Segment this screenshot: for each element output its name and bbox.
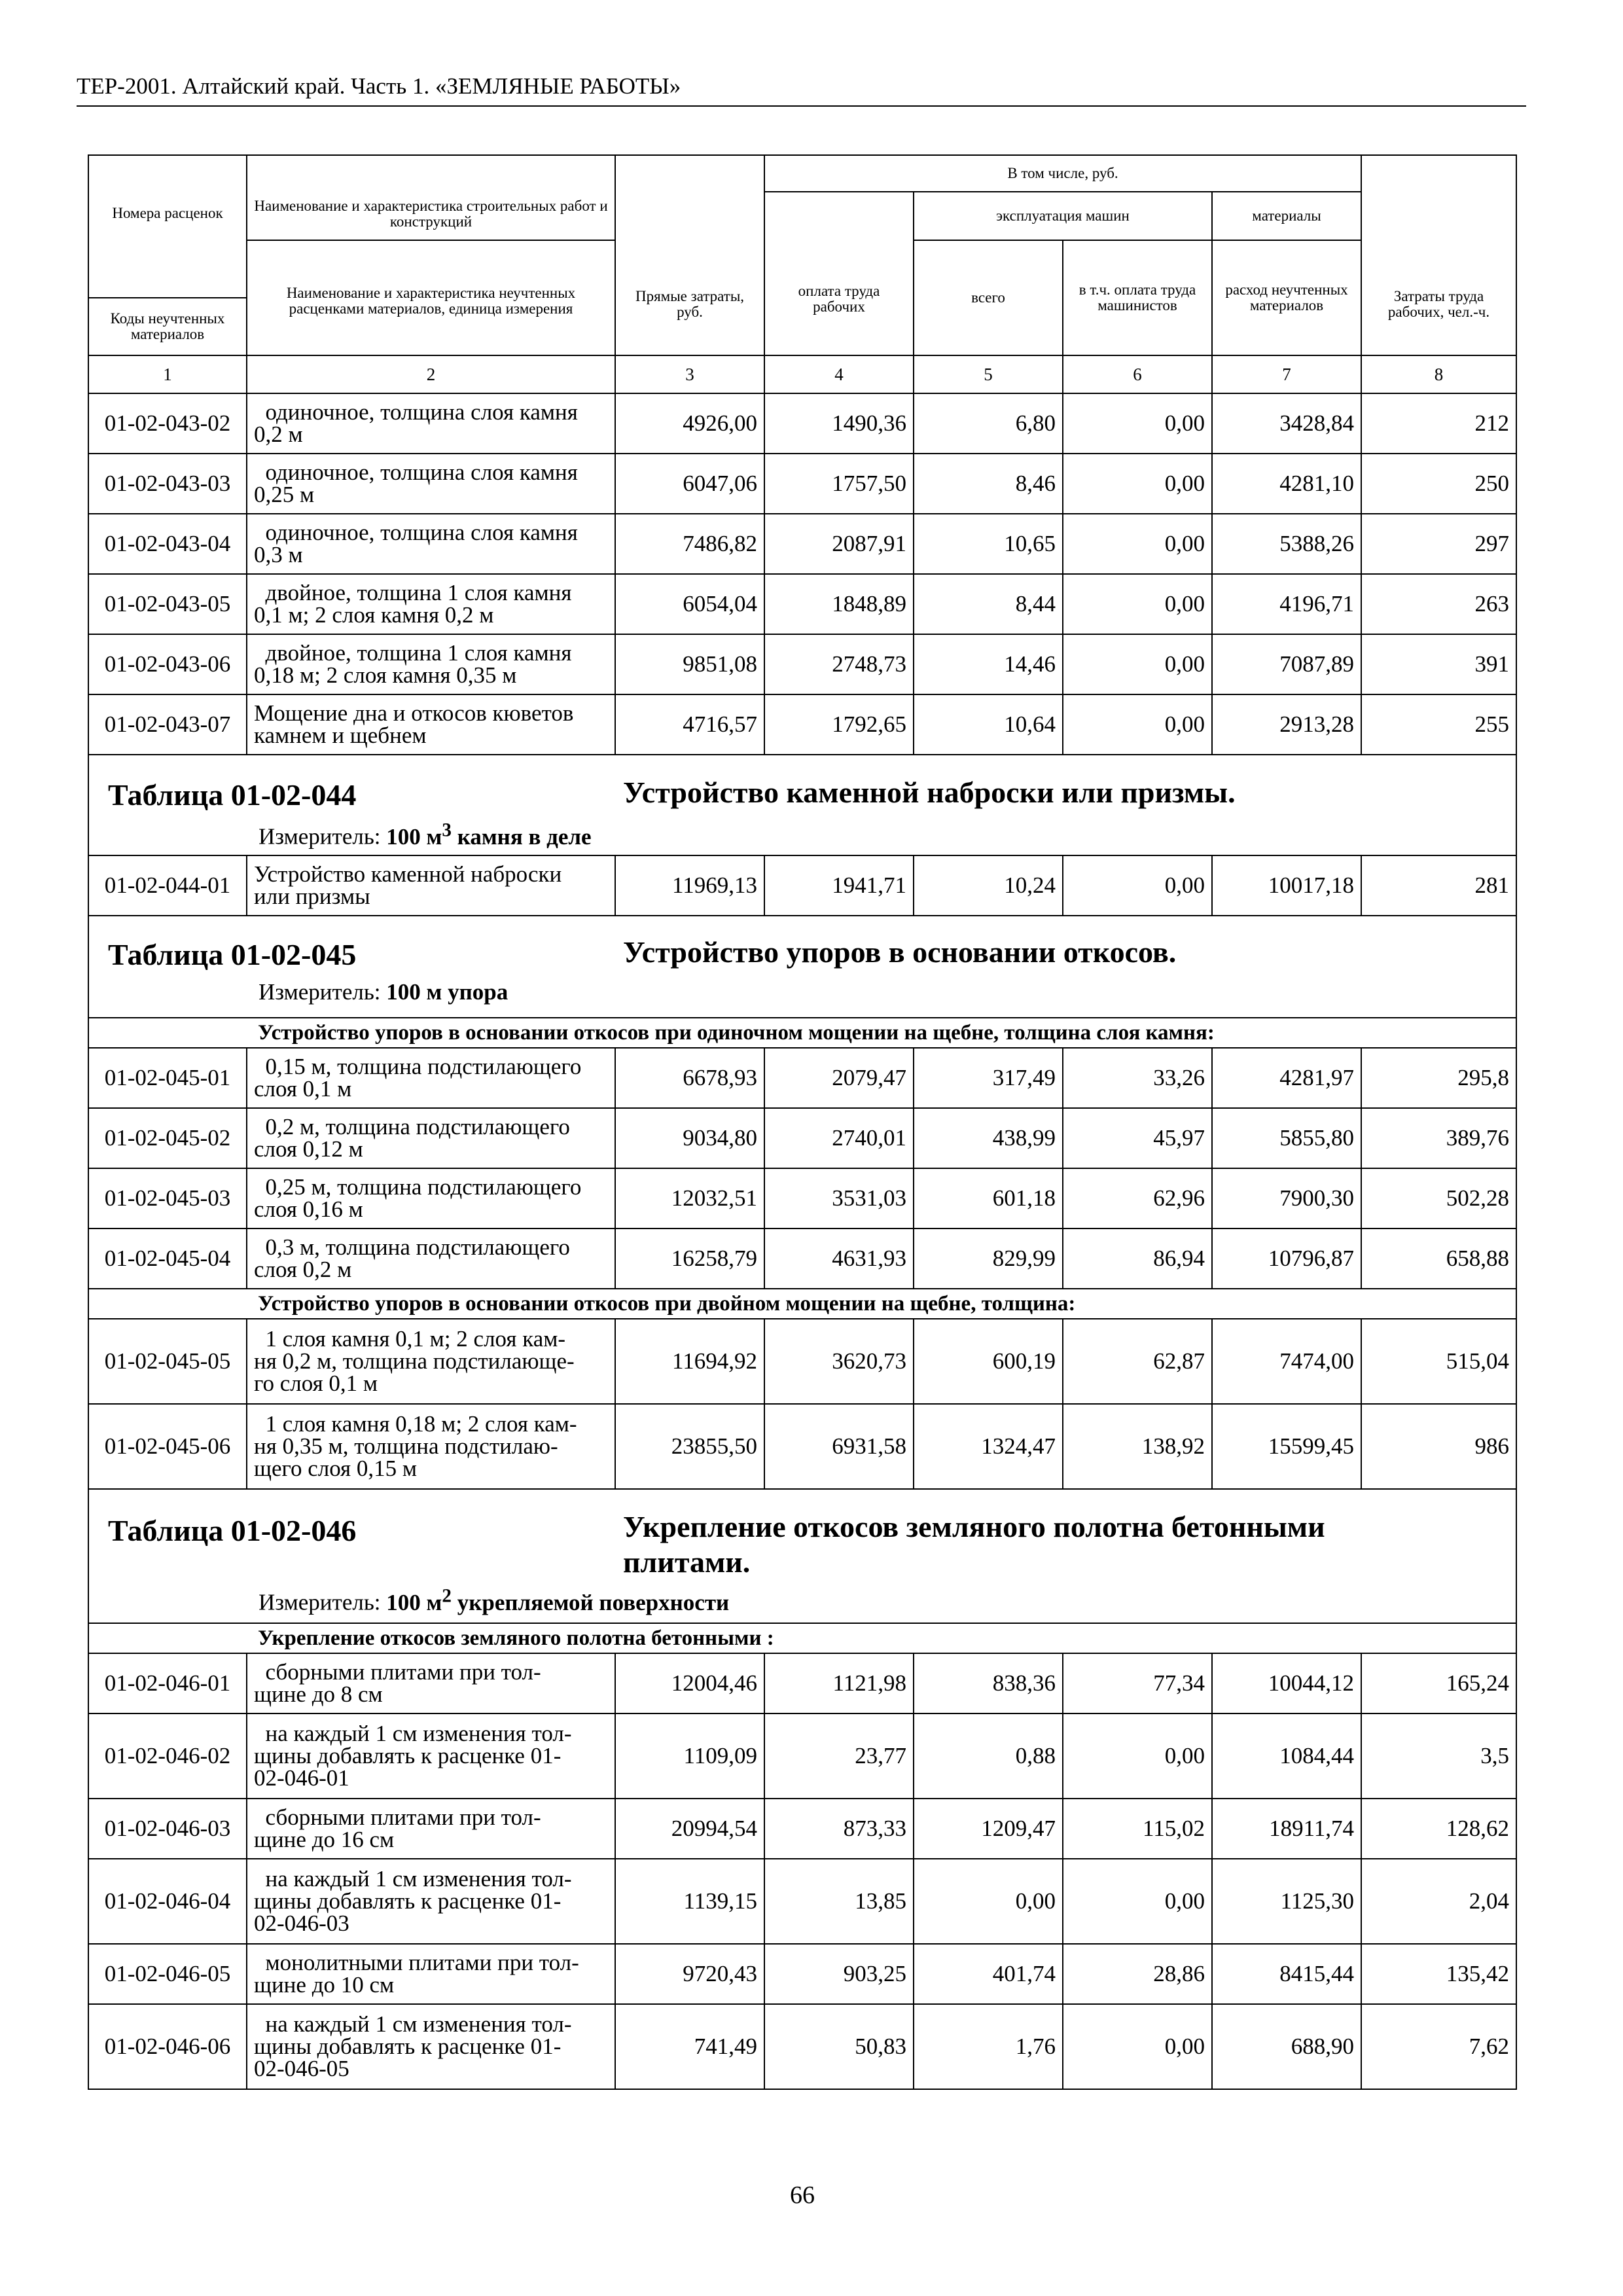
machines-total-value: 438,99 [914, 1108, 1063, 1168]
table-row [88, 694, 1516, 755]
table-row [88, 855, 1516, 916]
direct-costs-value: 7486,82 [615, 514, 764, 574]
labor-hours-value: 3,5 [1361, 1713, 1516, 1799]
labor-hours-value: 135,42 [1361, 1944, 1516, 2004]
work-description-line: ня 0,35 м, толщина подстилаю- [254, 1433, 558, 1459]
work-description [247, 1319, 615, 1404]
table-title: Укрепление откосов земляного полотна бетонными плитами. [623, 1510, 1325, 1579]
operators-pay-value: 0,00 [1063, 634, 1212, 694]
direct-costs-value: 6678,93 [615, 1048, 764, 1108]
labor-pay-value: 1792,65 [764, 694, 914, 755]
table-row [88, 1799, 1516, 1859]
operators-pay-value: 77,34 [1063, 1653, 1212, 1713]
work-description-line: двойное, толщина 1 слоя камня [254, 580, 572, 605]
work-description-line: 0,2 м, толщина подстилающего [254, 1114, 570, 1139]
work-description-line: 0,3 м, толщина подстилающего [254, 1234, 570, 1260]
rate-code: 01-02-045-06 [88, 1404, 247, 1489]
work-description-line: 02-046-05 [254, 2056, 349, 2081]
rate-code: 01-02-045-03 [88, 1168, 247, 1229]
rate-code: 01-02-043-06 [88, 634, 247, 694]
operators-pay-value: 62,96 [1063, 1168, 1212, 1229]
labor-pay-value: 2748,73 [764, 634, 914, 694]
table-row [88, 1108, 1516, 1168]
work-description-line: сборными плитами при тол- [254, 1804, 541, 1830]
materials-value: 10017,18 [1212, 855, 1361, 916]
direct-costs-value: 9720,43 [615, 1944, 764, 2004]
col-rate-numbers: Номера расценок [88, 155, 247, 298]
labor-pay-value: 903,25 [764, 1944, 914, 2004]
table-row [88, 1229, 1516, 1289]
work-description [247, 574, 615, 634]
labor-hours-value: 250 [1361, 454, 1516, 514]
materials-value: 10796,87 [1212, 1229, 1361, 1289]
work-description-line: на каждый 1 см изменения тол- [254, 1866, 572, 1892]
col-number: 4 [764, 355, 914, 393]
work-description-line: слоя 0,16 м [254, 1196, 363, 1222]
page-number: 66 [790, 2181, 815, 2209]
col-number: 8 [1361, 355, 1516, 393]
work-description-line: на каждый 1 см изменения тол- [254, 1721, 572, 1746]
machines-total-value: 14,46 [914, 634, 1063, 694]
work-description-line: одиночное, толщина слоя камня [254, 459, 578, 485]
rate-code: 01-02-044-01 [88, 855, 247, 916]
operators-pay-value: 86,94 [1063, 1229, 1212, 1289]
col-number: 5 [914, 355, 1063, 393]
col-labor-pay: оплата труда рабочих [764, 192, 914, 355]
materials-value: 2913,28 [1212, 694, 1361, 755]
col-number: 7 [1212, 355, 1361, 393]
work-description-line: сборными плитами при тол- [254, 1659, 541, 1685]
col-number: 2 [247, 355, 615, 393]
col-number: 6 [1063, 355, 1212, 393]
labor-pay-value: 1941,71 [764, 855, 914, 916]
labor-pay-value: 1757,50 [764, 454, 914, 514]
work-description-line: го слоя 0,1 м [254, 1371, 378, 1396]
work-description [247, 2004, 615, 2089]
direct-costs-value: 1109,09 [615, 1713, 764, 1799]
machines-total-value: 10,65 [914, 514, 1063, 574]
work-description [247, 855, 615, 916]
rate-code: 01-02-046-04 [88, 1859, 247, 1944]
table-row [88, 1319, 1516, 1404]
work-description-line: слоя 0,12 м [254, 1136, 363, 1162]
machines-total-value: 401,74 [914, 1944, 1063, 2004]
col-material-codes: Коды неучтенных материалов [88, 298, 247, 355]
work-description-line: 0,25 м, толщина подстилающего [254, 1174, 582, 1200]
table-title: Устройство упоров в основании откосов. [623, 935, 1177, 969]
labor-pay-value: 873,33 [764, 1799, 914, 1859]
operators-pay-value: 0,00 [1063, 1859, 1212, 1944]
machines-total-value: 10,24 [914, 855, 1063, 916]
operators-pay-value: 115,02 [1063, 1799, 1212, 1859]
labor-hours-value: 658,88 [1361, 1229, 1516, 1289]
labor-pay-value: 4631,93 [764, 1229, 914, 1289]
work-description-line: камнем и щебнем [254, 723, 427, 748]
work-description [247, 1859, 615, 1944]
rate-code: 01-02-045-02 [88, 1108, 247, 1168]
work-description-line: 0,2 м [254, 422, 303, 447]
machines-total-value: 317,49 [914, 1048, 1063, 1108]
direct-costs-value: 4926,00 [615, 393, 764, 454]
col-direct-costs: Прямые затраты, руб. [615, 155, 764, 355]
work-description-line: слоя 0,2 м [254, 1257, 352, 1282]
work-description-line: Устройство каменной наброски [254, 861, 562, 887]
machines-total-value: 601,18 [914, 1168, 1063, 1229]
work-description-line: щине до 8 см [254, 1681, 383, 1707]
table-label: Таблица 01-02-045 [108, 938, 357, 971]
direct-costs-value: 4716,57 [615, 694, 764, 755]
materials-value: 15599,45 [1212, 1404, 1361, 1489]
materials-value: 3428,84 [1212, 393, 1361, 454]
col-number: 1 [88, 355, 247, 393]
labor-hours-value: 255 [1361, 694, 1516, 755]
work-description-line: щины добавлять к расценке 01- [254, 1743, 562, 1768]
col-material-names: Наименование и характеристика неучтенных расценками материалов, единица измерения [247, 240, 615, 355]
work-description-line: 1 слоя камня 0,18 м; 2 слоя кам- [254, 1411, 577, 1437]
labor-pay-value: 3531,03 [764, 1168, 914, 1229]
machines-total-value: 6,80 [914, 393, 1063, 454]
materials-value: 1125,30 [1212, 1859, 1361, 1944]
measure: Измеритель: 100 м упора [259, 979, 508, 1005]
labor-hours-value: 128,62 [1361, 1799, 1516, 1859]
work-description [247, 1168, 615, 1229]
col-labor-hours: Затраты труда рабочих, чел.-ч. [1361, 155, 1516, 355]
rate-code: 01-02-043-05 [88, 574, 247, 634]
operators-pay-value: 0,00 [1063, 1713, 1212, 1799]
subsection-heading: Устройство упоров в основании откосов при двойном мощении на щебне, толщина: [88, 1289, 1516, 1319]
labor-pay-value: 23,77 [764, 1713, 914, 1799]
col-work-name: Наименование и характеристика строительных работ и конструкций [247, 155, 615, 240]
operators-pay-value: 0,00 [1063, 855, 1212, 916]
operators-pay-value: 0,00 [1063, 514, 1212, 574]
materials-value: 8415,44 [1212, 1944, 1361, 2004]
operators-pay-value: 33,26 [1063, 1048, 1212, 1108]
direct-costs-value: 23855,50 [615, 1404, 764, 1489]
rate-code: 01-02-045-05 [88, 1319, 247, 1404]
rate-code: 01-02-043-02 [88, 393, 247, 454]
labor-pay-value: 1121,98 [764, 1653, 914, 1713]
materials-value: 5855,80 [1212, 1108, 1361, 1168]
rate-code: 01-02-043-03 [88, 454, 247, 514]
col-including: В том числе, руб. [764, 155, 1361, 192]
table-section-045 [88, 916, 1516, 1018]
labor-pay-value: 6931,58 [764, 1404, 914, 1489]
work-description [247, 1799, 615, 1859]
work-description-line: слоя 0,1 м [254, 1076, 352, 1102]
work-description [247, 1713, 615, 1799]
direct-costs-value: 6047,06 [615, 454, 764, 514]
direct-costs-value: 16258,79 [615, 1229, 764, 1289]
table-row [88, 634, 1516, 694]
work-description [247, 454, 615, 514]
operators-pay-value: 138,92 [1063, 1404, 1212, 1489]
table-label: Таблица 01-02-046 [108, 1514, 357, 1547]
direct-costs-value: 9851,08 [615, 634, 764, 694]
operators-pay-value: 0,00 [1063, 393, 1212, 454]
work-description-line: одиночное, толщина слоя камня [254, 520, 578, 545]
machines-total-value: 600,19 [914, 1319, 1063, 1404]
labor-hours-value: 212 [1361, 393, 1516, 454]
rate-code: 01-02-045-04 [88, 1229, 247, 1289]
rate-code: 01-02-043-07 [88, 694, 247, 755]
labor-pay-value: 50,83 [764, 2004, 914, 2089]
table-row [88, 454, 1516, 514]
work-description [247, 1229, 615, 1289]
subsection-heading: Устройство упоров в основании откосов при одиночном мощении на щебне, толщина слоя камня: [88, 1018, 1516, 1048]
table-row [88, 514, 1516, 574]
rate-code: 01-02-046-05 [88, 1944, 247, 2004]
direct-costs-value: 6054,04 [615, 574, 764, 634]
materials-value: 10044,12 [1212, 1653, 1361, 1713]
table-section-044 [88, 755, 1516, 855]
measure: Измеритель: 100 $м^2$ укрепляемой поверхности [259, 1585, 730, 1615]
rate-code: 01-02-046-02 [88, 1713, 247, 1799]
col-unaccounted-materials: расход неучтенных материалов [1212, 240, 1361, 355]
labor-hours-value: 389,76 [1361, 1108, 1516, 1168]
rate-code: 01-02-043-04 [88, 514, 247, 574]
work-description-line: 1 слоя камня 0,1 м; 2 слоя кам- [254, 1326, 566, 1352]
labor-hours-value: 263 [1361, 574, 1516, 634]
work-description-line: монолитными плитами при тол- [254, 1950, 579, 1975]
labor-pay-value: 2087,91 [764, 514, 914, 574]
operators-pay-value: 0,00 [1063, 574, 1212, 634]
direct-costs-value: 11969,13 [615, 855, 764, 916]
table-section-046 [88, 1489, 1516, 1623]
labor-hours-value: 391 [1361, 634, 1516, 694]
materials-value: 7087,89 [1212, 634, 1361, 694]
work-description [247, 1404, 615, 1489]
labor-hours-value: 986 [1361, 1404, 1516, 1489]
materials-value: 7900,30 [1212, 1168, 1361, 1229]
header-rule [77, 105, 1526, 107]
machines-total-value: 1209,47 [914, 1799, 1063, 1859]
labor-pay-value: 2079,47 [764, 1048, 914, 1108]
machines-total-value: 10,64 [914, 694, 1063, 755]
price-table [88, 154, 1517, 2090]
table-title: Устройство каменной наброски или призмы. [623, 776, 1236, 809]
operators-pay-value: 0,00 [1063, 694, 1212, 755]
work-description-line: щего слоя 0,15 м [254, 1456, 418, 1481]
table-row [88, 1859, 1516, 1944]
machines-total-value: 1324,47 [914, 1404, 1063, 1489]
work-description-line: одиночное, толщина слоя камня [254, 399, 578, 425]
labor-pay-value: 1490,36 [764, 393, 914, 454]
direct-costs-value: 12004,46 [615, 1653, 764, 1713]
labor-pay-value: 3620,73 [764, 1319, 914, 1404]
machines-total-value: 8,44 [914, 574, 1063, 634]
col-total: всего [914, 240, 1063, 355]
direct-costs-value: 11694,92 [615, 1319, 764, 1404]
work-description-line: или призмы [254, 884, 370, 909]
rate-code: 01-02-046-03 [88, 1799, 247, 1859]
work-description [247, 514, 615, 574]
col-number: 3 [615, 355, 764, 393]
work-description-line: Мощение дна и откосов кюветов [254, 700, 574, 726]
col-machines: эксплуатация машин [914, 192, 1212, 240]
labor-hours-value: 165,24 [1361, 1653, 1516, 1713]
subsection-heading: Укрепление откосов земляного полотна бетонными : [88, 1623, 1516, 1653]
work-description [247, 393, 615, 454]
page-header: ТЕР-2001. Алтайский край. Часть 1. «ЗЕМЛЯНЫЕ РАБОТЫ» [77, 73, 681, 99]
labor-hours-value: 295,8 [1361, 1048, 1516, 1108]
materials-value: 4281,97 [1212, 1048, 1361, 1108]
materials-value: 4281,10 [1212, 454, 1361, 514]
work-description-line: 0,3 м [254, 542, 303, 567]
labor-pay-value: 2740,01 [764, 1108, 914, 1168]
operators-pay-value: 45,97 [1063, 1108, 1212, 1168]
work-description [247, 1944, 615, 2004]
work-description-line: щине до 16 см [254, 1827, 395, 1852]
labor-hours-value: 502,28 [1361, 1168, 1516, 1229]
rate-code: 01-02-046-06 [88, 2004, 247, 2089]
operators-pay-value: 0,00 [1063, 2004, 1212, 2089]
machines-total-value: 0,00 [914, 1859, 1063, 1944]
labor-hours-value: 515,04 [1361, 1319, 1516, 1404]
materials-value: 4196,71 [1212, 574, 1361, 634]
table-row [88, 393, 1516, 454]
table-row [88, 1168, 1516, 1229]
operators-pay-value: 28,86 [1063, 1944, 1212, 2004]
machines-total-value: 8,46 [914, 454, 1063, 514]
work-description [247, 634, 615, 694]
work-description-line: 0,25 м [254, 482, 315, 507]
work-description [247, 694, 615, 755]
table-row [88, 2004, 1516, 2089]
labor-hours-value: 297 [1361, 514, 1516, 574]
work-description-line: 0,18 м; 2 слоя камня 0,35 м [254, 662, 517, 688]
table-row [88, 574, 1516, 634]
labor-hours-value: 7,62 [1361, 2004, 1516, 2089]
materials-value: 7474,00 [1212, 1319, 1361, 1404]
operators-pay-value: 62,87 [1063, 1319, 1212, 1404]
work-description-line: ня 0,2 м, толщина подстилающе- [254, 1348, 575, 1374]
work-description-line: 0,1 м; 2 слоя камня 0,2 м [254, 602, 494, 628]
work-description-line: щине до 10 см [254, 1972, 395, 1998]
measure: Измеритель: 100 $м^3$ камня в деле [259, 819, 592, 850]
work-description-line: 02-046-03 [254, 1910, 349, 1936]
work-description-line: 0,15 м, толщина подстилающего [254, 1054, 582, 1079]
labor-hours-value: 2,04 [1361, 1859, 1516, 1944]
direct-costs-value: 1139,15 [615, 1859, 764, 1944]
work-description-line: на каждый 1 см изменения тол- [254, 2011, 572, 2037]
work-description-line: щины добавлять к расценке 01- [254, 1888, 562, 1914]
machines-total-value: 1,76 [914, 2004, 1063, 2089]
labor-pay-value: 1848,89 [764, 574, 914, 634]
materials-value: 18911,74 [1212, 1799, 1361, 1859]
direct-costs-value: 9034,80 [615, 1108, 764, 1168]
labor-pay-value: 13,85 [764, 1859, 914, 1944]
machines-total-value: 829,99 [914, 1229, 1063, 1289]
table-row [88, 1713, 1516, 1799]
work-description [247, 1108, 615, 1168]
materials-value: 1084,44 [1212, 1713, 1361, 1799]
table-row [88, 1048, 1516, 1108]
materials-value: 688,90 [1212, 2004, 1361, 2089]
machines-total-value: 838,36 [914, 1653, 1063, 1713]
rate-code: 01-02-046-01 [88, 1653, 247, 1713]
work-description-line: 02-046-01 [254, 1765, 349, 1791]
col-operators-pay: в т.ч. оплата труда машинистов [1063, 240, 1212, 355]
table-label: Таблица 01-02-044 [108, 778, 357, 812]
machines-total-value: 0,88 [914, 1713, 1063, 1799]
direct-costs-value: 20994,54 [615, 1799, 764, 1859]
col-materials: материалы [1212, 192, 1361, 240]
materials-value: 5388,26 [1212, 514, 1361, 574]
table-row [88, 1653, 1516, 1713]
work-description [247, 1653, 615, 1713]
rate-code: 01-02-045-01 [88, 1048, 247, 1108]
work-description [247, 1048, 615, 1108]
work-description-line: двойное, толщина 1 слоя камня [254, 640, 572, 666]
operators-pay-value: 0,00 [1063, 454, 1212, 514]
direct-costs-value: 741,49 [615, 2004, 764, 2089]
labor-hours-value: 281 [1361, 855, 1516, 916]
table-row [88, 1944, 1516, 2004]
direct-costs-value: 12032,51 [615, 1168, 764, 1229]
table-row [88, 1404, 1516, 1489]
work-description-line: щины добавлять к расценке 01- [254, 2034, 562, 2059]
